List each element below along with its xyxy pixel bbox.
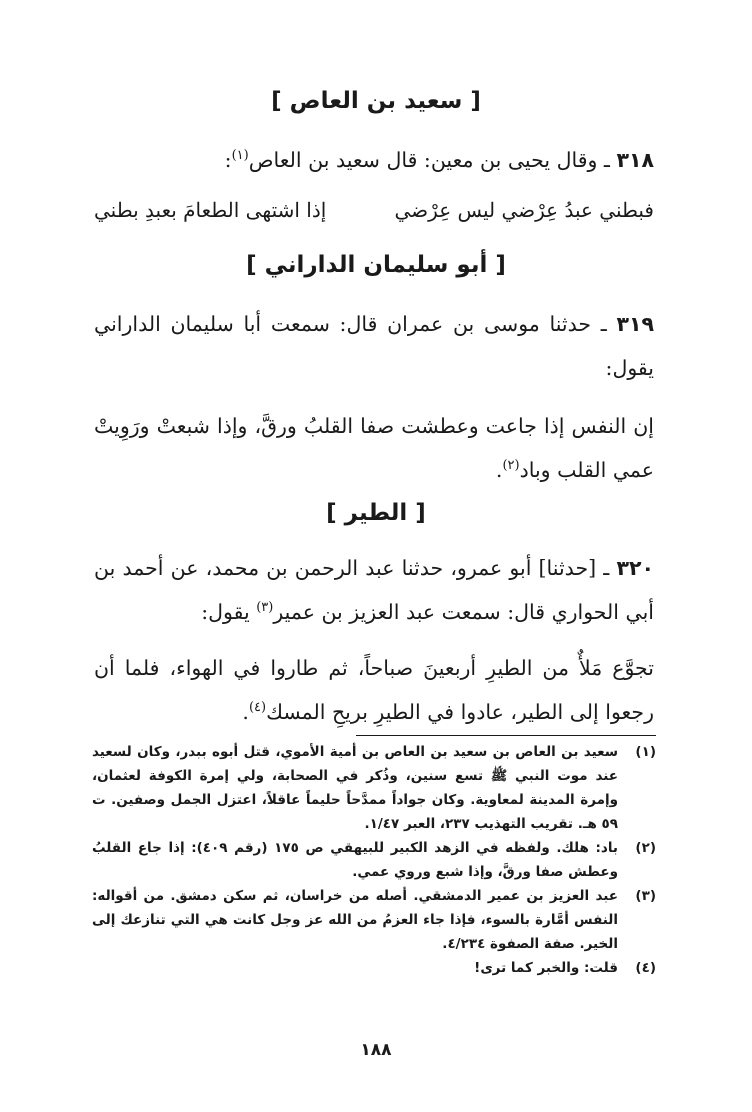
footnote-ref[interactable]: (٢) (502, 458, 520, 474)
page-number: ١٨٨ (360, 1040, 392, 1060)
quote-text: إن النفس إذا جاعت وعطشت صفا القلبُ ورقَّ، وإذا شبعتْ ورَوِيتْ عمي القلب وباد (94, 414, 654, 482)
verse-hemistich-first: فبطني عبدُ عِرْضي ليس عِرْضي (394, 198, 654, 222)
entry-318 (94, 138, 654, 222)
entry-320-quote (94, 646, 654, 734)
entry-number: ٣١٩ (616, 312, 654, 336)
entry-text: ـ حدثنا موسى بن عمران قال: سمعت أبا سليمان الداراني يقول: (94, 312, 654, 380)
footnote-number: (٤) (635, 960, 656, 976)
footnote-item (92, 956, 656, 980)
entry-text-tail: يقول: (201, 600, 257, 624)
entry-320-text (94, 546, 654, 634)
footnote-number: (١) (635, 744, 656, 760)
poem-verse (94, 198, 654, 222)
entry-number: ٣١٨ (616, 148, 654, 172)
footnotes (92, 740, 656, 980)
entry-319 (94, 302, 654, 492)
quote-tail: . (242, 700, 249, 724)
footnote-item (92, 884, 656, 956)
footnote-item (92, 740, 656, 836)
entry-text: ـ وقال يحيى بن معين: قال سعيد بن العاص (248, 148, 617, 172)
footnote-text: قلت: والخبر كما ترى! (474, 960, 618, 976)
quote-text: تجوَّع مَلأٌ من الطيرِ أربعينَ صباحاً، ثم طاروا في الهواء، فلما أن رجعوا إلى الطير، عادوا في الطيرِ بريحِ المسك (94, 656, 654, 724)
footnote-ref[interactable]: (١) (231, 148, 249, 164)
footnote-number: (٢) (635, 840, 656, 856)
quote-tail: . (495, 458, 503, 482)
entry-text: ـ [حدثنا] أبو عمرو، حدثنا عبد الرحمن بن محمد، عن أحمد بن أبي الحواري قال: سمعت عبد العزيز بن عمير (94, 556, 654, 624)
entry-text-tail: : (224, 148, 232, 172)
entry-319-text (94, 302, 654, 390)
footnote-ref[interactable]: (٣) (256, 600, 274, 616)
verse-hemistich-second: إذا اشتهى الطعامَ بعبدِ بطني (94, 198, 327, 222)
footnote-text: باد: هلك. ولفظه في الزهد الكبير للبيهقي ص ١٧٥ (رقم ٤٠٩): إذا جاع القلبُ وعطش صفا ورقَّ، وإذا شبع وروي عمي. (92, 840, 618, 880)
entry-number: ٣٢٠ (616, 556, 654, 580)
section-heading-birds: [ الطير ] (326, 500, 426, 526)
footnote-number: (٣) (635, 888, 656, 904)
footnote-item (92, 836, 656, 884)
entry-320 (94, 546, 654, 734)
footnote-ref[interactable]: (٤) (248, 700, 267, 716)
footnote-divider (356, 735, 656, 736)
section-heading-abu-sulayman: [ أبو سليمان الداراني ] (246, 252, 506, 278)
footnote-text: عبد العزيز بن عمير الدمشقي. أصله من خراسان، ثم سكن دمشق. من أقواله: النفس أمَّارة بالسوء، فإذا جاء العزمُ من الله عز وجل كانت هي التي تنازعك إلى الخير. صفة الصفوة ٤/٢٣٤. (92, 888, 618, 952)
footnote-text: سعيد بن العاص بن سعيد بن العاص بن أمية الأموي، قتل أبوه ببدر، وكان لسعيد عند موت النبي ﷺ تسع سنين، وذُكر في الصحابة، ولي إمرة الكوفة لعثمان، وإمرة المدينة لمعاوية. وكان جواداً ممدَّحاً حليماً عاقلاً، اعتزل الجمل وصفين. ت ٥٩ هـ. تقريب التهذيب ٢٣٧، العبر ١/٤٧. (92, 744, 618, 832)
entry-318-text (94, 138, 654, 182)
section-heading-said-ibn-al-as: [ سعيد بن العاص ] (271, 88, 481, 114)
entry-319-quote (94, 404, 654, 492)
